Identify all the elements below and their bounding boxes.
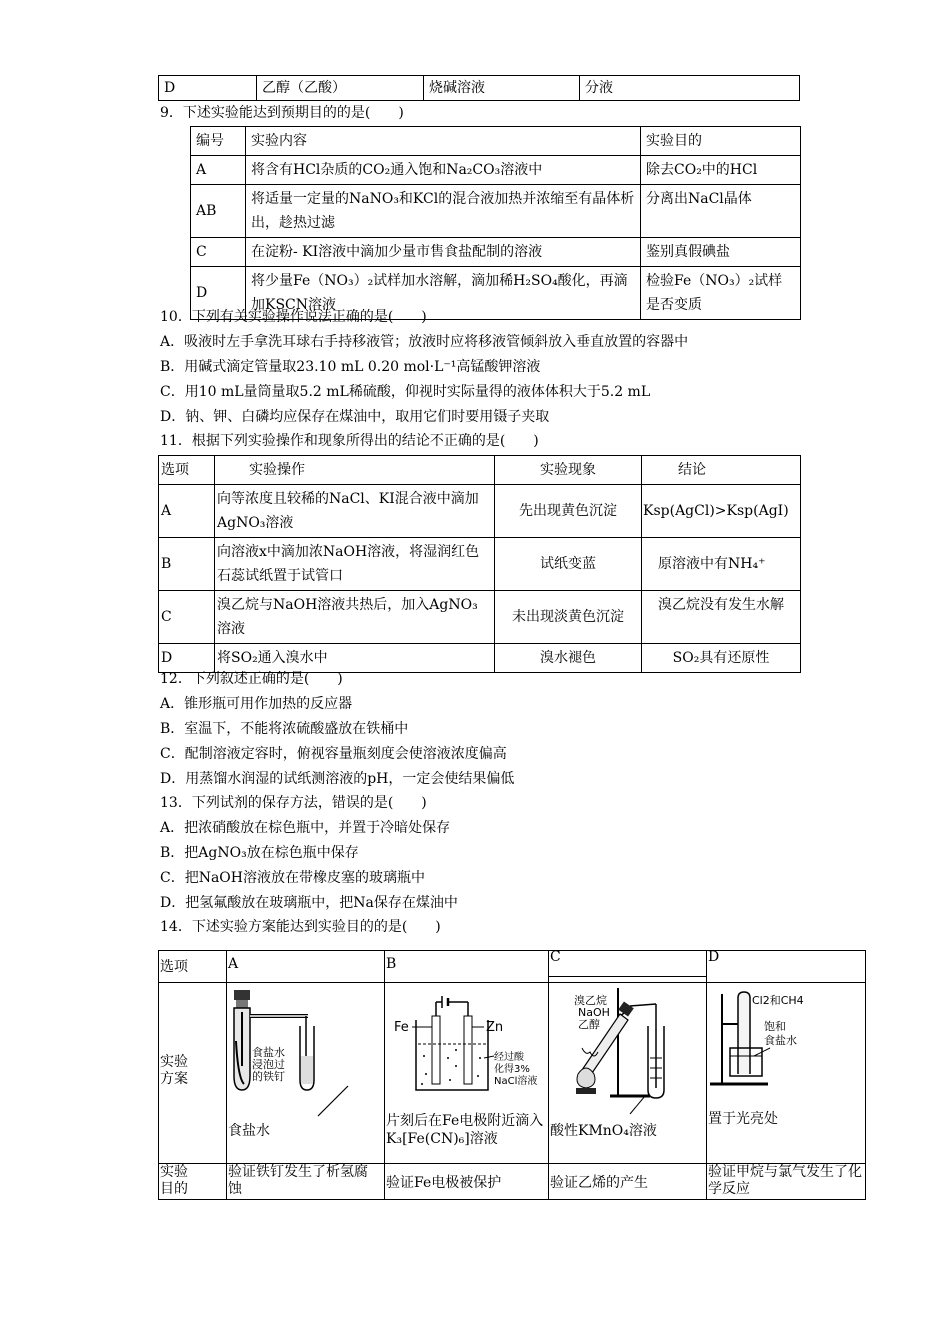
q11-stem: 11．根据下列实验操作和现象所得出的结论不正确的是( ) xyxy=(160,433,539,449)
q9-header-content: 实验内容 xyxy=(246,127,641,156)
figure-a-rusting-nail xyxy=(228,986,378,1126)
q12-stem: 12．下列叙述正确的是( ) xyxy=(160,671,343,687)
top-cell-reagent: 烧碱溶液 xyxy=(424,76,580,101)
q13-option-a: A．把浓硝酸放在棕色瓶中，并置于冷暗处保存 xyxy=(160,820,451,836)
figure-c-label-3: 乙醇 xyxy=(578,1018,600,1031)
q11-row-phenomenon: 试纸变蓝 xyxy=(495,538,642,591)
figure-c-label-1: 溴乙烷 xyxy=(574,994,607,1007)
q9-row-content: 将含有HCl杂质的CO₂通入饱和Na₂CO₃溶液中 xyxy=(246,156,641,185)
q14-caption-c: 酸性KMnO₄溶液 xyxy=(550,1123,657,1139)
q9-row-purpose: 除去CO₂中的HCl xyxy=(641,156,801,185)
q12-option-a: A．锥形瓶可用作加热的反应器 xyxy=(160,696,353,712)
q10-option-b: B．用碱式滴定管量取23.10 mL 0.20 mol·L⁻¹高锰酸钾溶液 xyxy=(160,359,541,375)
q12-option-b: B．室温下，不能将浓硫酸盛放在铁桶中 xyxy=(160,721,409,737)
top-cell-id: D xyxy=(159,76,257,101)
q14-goal-a: 验证铁钉发生了析氢腐蚀 xyxy=(228,1164,368,1197)
figure-a-label-1: 食盐水 xyxy=(252,1046,285,1059)
figure-a-label-3: 的铁钉 xyxy=(252,1070,285,1083)
figure-d-methane-chlorine xyxy=(708,984,863,1094)
q12-option-c: C．配制溶液定容时，俯视容量瓶刻度会使溶液浓度偏高 xyxy=(160,746,507,762)
q11-row-op: 向溶液x中滴加浓NaOH溶液，将湿润红色石蕊试纸置于试管口 xyxy=(215,538,495,591)
q9-stem: 9．下述实验能达到预期目的的是( ) xyxy=(160,105,404,121)
q11-row-conclusion: Ksp(AgCl)>Ksp(AgI) xyxy=(642,485,801,538)
q13-option-b: B．把AgNO₃放在棕色瓶中保存 xyxy=(160,845,359,861)
q10-option-a: A．吸液时左手拿洗耳球右手持移液管；放液时应将移液管倾斜放入垂直放置的容器中 xyxy=(160,334,689,350)
q11-row-id: B xyxy=(159,538,215,591)
q11-row-op: 将SO₂通入溴水中 xyxy=(215,644,495,673)
figure-c-label-2: NaOH xyxy=(578,1006,610,1019)
figure-b-electrolysis xyxy=(386,986,546,1096)
figure-d-label-3: 食盐水 xyxy=(764,1034,797,1047)
figure-a-label-2: 浸泡过 xyxy=(252,1058,285,1071)
q9-table xyxy=(190,126,801,320)
q14-table xyxy=(158,950,866,1200)
q11-row-conclusion: 溴乙烷没有发生水解 xyxy=(642,591,801,644)
figure-d-label-1: Cl2和CH4 xyxy=(752,994,804,1007)
top-cell-substance: 乙醇（乙酸） xyxy=(257,76,424,101)
q11-row-id: C xyxy=(159,591,215,644)
q9-header-purpose: 实验目的 xyxy=(641,127,801,156)
q11-row-op: 向等浓度且较稀的NaCl、KI混合液中滴加AgNO₃溶液 xyxy=(215,485,495,538)
q11-header-option: 选项 xyxy=(159,456,215,485)
q11-header-conclusion: 结论 xyxy=(642,456,801,485)
q9-row-purpose: 鉴别真假碘盐 xyxy=(641,238,801,267)
q9-row-content: 将少量Fe（NO₃）₂试样加水溶解，滴加稀H₂SO₄酸化，再滴加KSCN溶液 xyxy=(246,267,641,320)
figure-b-fe-label: Fe xyxy=(394,1020,409,1035)
q11-row-op: 溴乙烷与NaOH溶液共热后，加入AgNO₃溶液 xyxy=(215,591,495,644)
figure-c-ethylene xyxy=(550,978,705,1118)
q10-stem: 10．下列有关实验操作说法正确的是( ) xyxy=(160,309,427,325)
figure-b-label-3: NaCl溶液 xyxy=(494,1076,538,1087)
q14-col-b: B xyxy=(386,956,397,972)
q9-row-id: A xyxy=(191,156,246,185)
q9-row-id: AB xyxy=(191,185,246,238)
figure-d-label-2: 饱和 xyxy=(764,1020,786,1033)
q10-option-c: C．用10 mL量筒量取5.2 mL稀硫酸，仰视时实际量得的液体体积大于5.2 mL xyxy=(160,384,651,400)
q9-header-id: 编号 xyxy=(191,127,246,156)
q14-col-d: D xyxy=(708,949,720,965)
figure-b-label-2: 化得3% xyxy=(494,1064,530,1075)
q14-goal-c: 验证乙烯的产生 xyxy=(550,1175,648,1191)
q14-col-c: C xyxy=(550,949,561,965)
q14-label-option: 选项 xyxy=(160,959,188,975)
q14-stem: 14．下述实验方案能达到实验目的的是( ) xyxy=(160,919,441,935)
q11-table xyxy=(158,455,801,673)
q11-row-phenomenon: 溴水褪色 xyxy=(495,644,642,673)
q12-option-d: D．用蒸馏水润湿的试纸测溶液的pH，一定会使结果偏低 xyxy=(160,771,515,787)
q11-row-id: A xyxy=(159,485,215,538)
q9-row-id: D xyxy=(191,267,246,320)
q14-caption-d: 置于光亮处 xyxy=(708,1111,778,1127)
q9-row-id: C xyxy=(191,238,246,267)
figure-b-label-1: 经过酸 xyxy=(494,1052,524,1063)
q14-caption-b: 片刻后在Fe电极附近滴入K₃[Fe(CN)₆]溶液 xyxy=(386,1113,544,1147)
q11-row-id: D xyxy=(159,644,215,673)
top-cell-method: 分液 xyxy=(580,76,800,101)
q11-row-phenomenon: 先出现黄色沉淀 xyxy=(495,485,642,538)
q13-option-c: C．把NaOH溶液放在带橡皮塞的玻璃瓶中 xyxy=(160,870,425,886)
q9-row-content: 在淀粉- KI溶液中滴加少量市售食盐配制的溶液 xyxy=(246,238,641,267)
q14-label-scheme: 实验方案 xyxy=(160,1054,188,1087)
q11-header-op: 实验操作 xyxy=(215,456,495,485)
q13-option-d: D．把氢氟酸放在玻璃瓶中，把Na保存在煤油中 xyxy=(160,895,458,911)
top-table xyxy=(158,75,800,101)
q14-goal-d: 验证甲烷与氯气发生了化学反应 xyxy=(708,1164,862,1197)
q11-row-phenomenon: 未出现淡黄色沉淀 xyxy=(495,591,642,644)
q14-caption-a: 食盐水 xyxy=(228,1123,270,1139)
q9-row-purpose: 分离出NaCl晶体 xyxy=(641,185,801,238)
q9-row-purpose: 检验Fe（NO₃）₂试样是否变质 xyxy=(641,267,801,320)
q14-col-a: A xyxy=(228,956,239,972)
q11-header-phenomenon: 实验现象 xyxy=(495,456,642,485)
q9-row-content: 将适量一定量的NaNO₃和KCl的混合液加热并浓缩至有晶体析出，趁热过滤 xyxy=(246,185,641,238)
q11-row-conclusion: 原溶液中有NH₄⁺ xyxy=(642,538,801,591)
q10-option-d: D．钠、钾、白磷均应保存在煤油中，取用它们时要用镊子夹取 xyxy=(160,409,550,425)
q11-row-conclusion: SO₂具有还原性 xyxy=(642,644,801,673)
q14-goal-b: 验证Fe电极被保护 xyxy=(386,1175,502,1191)
q14-label-goal: 实验目的 xyxy=(160,1164,188,1197)
figure-b-zn-label: Zn xyxy=(486,1020,504,1035)
q13-stem: 13．下列试剂的保存方法，错误的是( ) xyxy=(160,795,427,811)
